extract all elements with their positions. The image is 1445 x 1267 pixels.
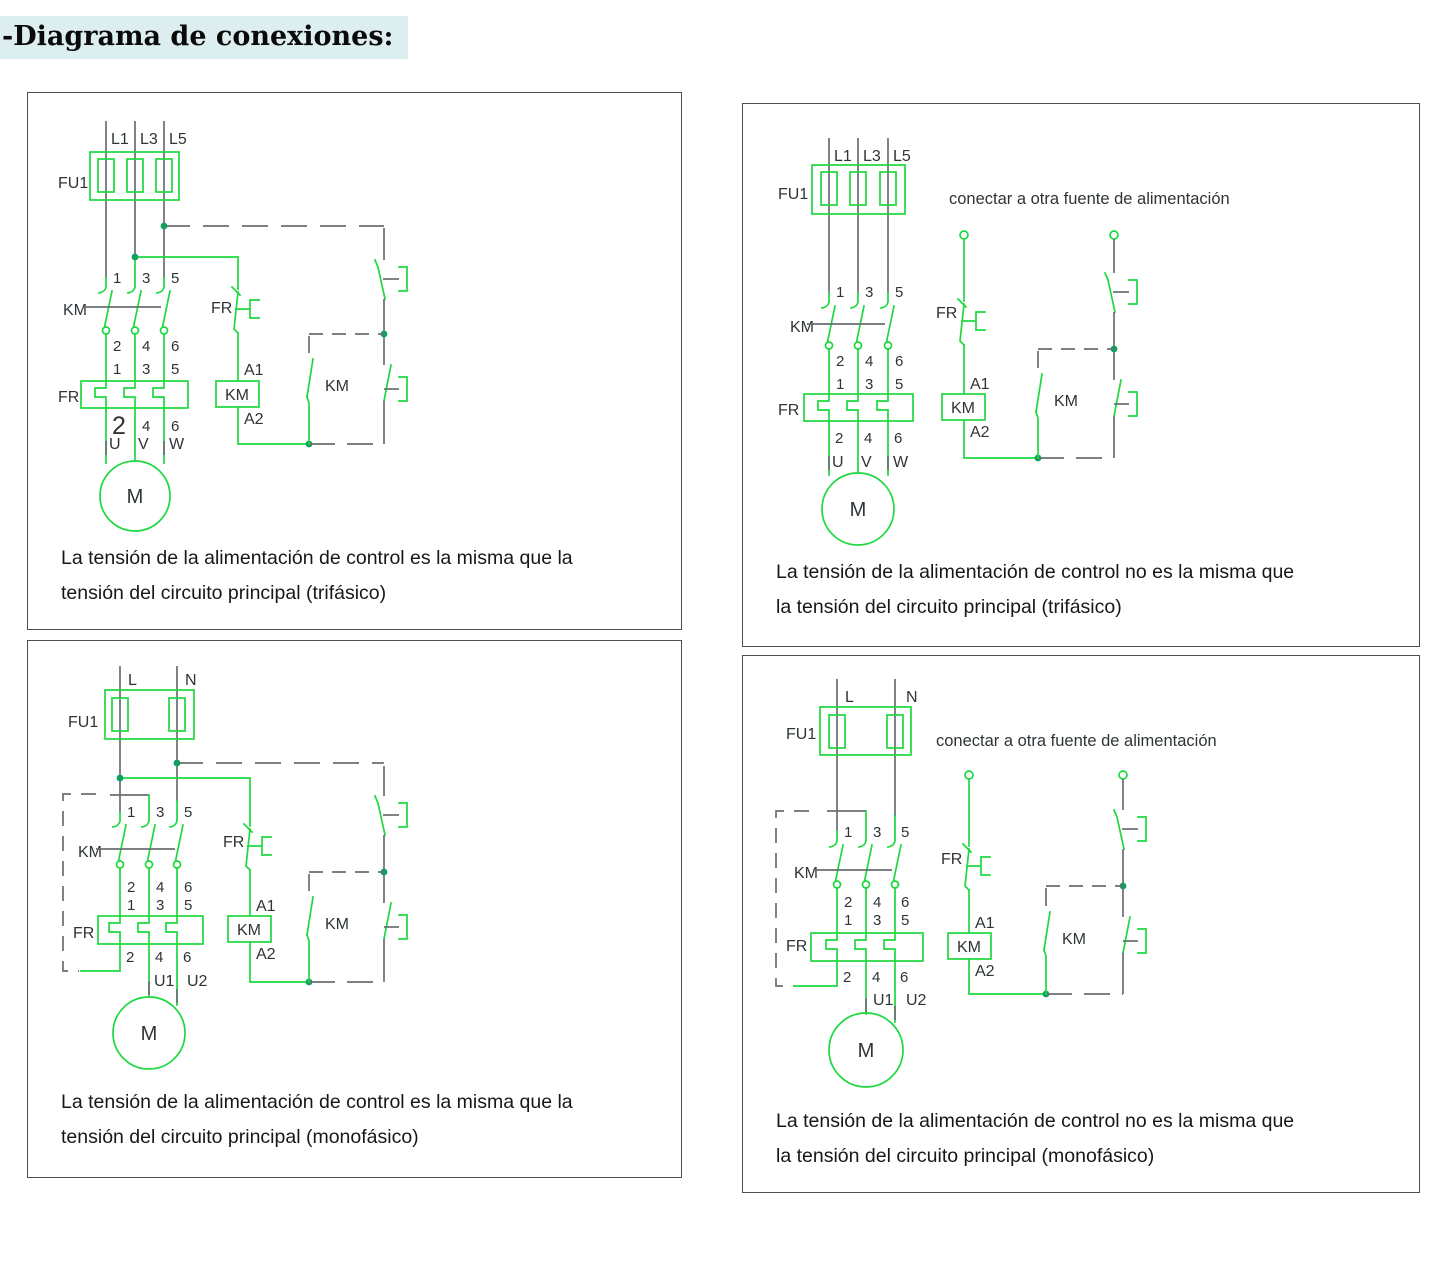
relay-number: 1 xyxy=(844,912,853,929)
motor-label: M xyxy=(126,486,144,508)
contact-number: 2 xyxy=(844,894,853,911)
contactor-label: KM xyxy=(790,319,814,336)
coil-terminal-label: A1 xyxy=(244,362,264,379)
contact-number: 1 xyxy=(844,824,853,841)
start-button-symbol xyxy=(384,365,407,401)
relay-number: 3 xyxy=(873,912,882,929)
supply-label: L1 xyxy=(834,148,852,165)
motor-terminal-label: U1 xyxy=(154,973,175,990)
note-other-source: conectar a otra fuente de alimentación xyxy=(936,732,1217,750)
caption-line: tensión del circuito principal (monofásico) xyxy=(61,1126,419,1148)
coil-label: KM xyxy=(225,387,249,404)
junction-dot xyxy=(174,760,181,767)
caption-line: tensión del circuito principal (trifásico) xyxy=(61,582,387,604)
motor-terminal-label: U1 xyxy=(873,992,894,1009)
coil-terminal-label: A1 xyxy=(975,915,995,932)
relay-label: FR xyxy=(786,938,808,955)
motor-terminal-label: U2 xyxy=(187,973,208,990)
relay-number: 2 xyxy=(112,412,126,440)
supply-label: N xyxy=(185,672,197,689)
contactor-pole-symbol xyxy=(128,287,141,334)
supply-label: L3 xyxy=(863,148,881,165)
aux-contact-symbol xyxy=(1036,374,1042,412)
panel-monofasico-otra xyxy=(742,655,1420,1193)
contactor-pole-symbol xyxy=(851,302,864,349)
motor-terminal-label: V xyxy=(138,436,149,453)
heater-element-icon xyxy=(95,381,106,409)
control-relay-label: FR xyxy=(936,305,958,322)
contact-number: 5 xyxy=(901,824,910,841)
fuse-label: FU1 xyxy=(68,714,99,731)
note-other-source: conectar a otra fuente de alimentación xyxy=(949,190,1230,208)
contact-number: 1 xyxy=(836,284,845,301)
heater-element-icon xyxy=(124,381,135,409)
contactor-pole-symbol xyxy=(157,287,170,334)
contactor-pole-symbol xyxy=(99,287,112,334)
supply-label: L5 xyxy=(893,148,911,165)
relay-number: 6 xyxy=(183,949,192,966)
heater-element-icon xyxy=(884,933,895,961)
coil-terminal-label: A2 xyxy=(975,963,995,980)
coil-terminal-label: A1 xyxy=(970,376,990,393)
contact-number: 2 xyxy=(836,353,845,370)
start-button-symbol xyxy=(1123,917,1146,953)
terminal-circle xyxy=(1110,231,1118,239)
contact-number: 4 xyxy=(142,338,151,355)
return-wire xyxy=(81,944,120,971)
contact-number: 6 xyxy=(901,894,910,911)
heater-element-icon xyxy=(826,933,837,961)
heater-element-icon xyxy=(153,381,164,409)
thermal-contact-symbol xyxy=(244,824,271,870)
thermal-relay-symbol xyxy=(98,916,203,944)
caption xyxy=(776,1104,1294,1174)
panel-monofasico-misma xyxy=(27,640,682,1178)
contact-number: 3 xyxy=(873,824,882,841)
relay-number: 5 xyxy=(901,912,910,929)
fuse-label: FU1 xyxy=(778,186,809,203)
contact-number: 3 xyxy=(142,270,151,287)
contact-number: 1 xyxy=(113,270,122,287)
supply-label: L3 xyxy=(140,131,158,148)
relay-number: 4 xyxy=(142,418,151,435)
thermal-contact-symbol xyxy=(232,287,259,333)
contactor-pole-symbol xyxy=(881,302,894,349)
relay-number: 1 xyxy=(836,376,845,393)
control-tap-wire xyxy=(135,257,238,289)
relay-number: 3 xyxy=(142,361,151,378)
control-relay-label: FR xyxy=(223,834,245,851)
fuse-label: FU1 xyxy=(58,175,89,192)
return-dashed-wire xyxy=(776,811,809,986)
contact-number: 5 xyxy=(184,804,193,821)
contactor-label: KM xyxy=(794,865,818,882)
caption xyxy=(61,1085,573,1155)
aux-contact-label: KM xyxy=(1054,393,1078,410)
aux-contact-symbol xyxy=(1044,912,1050,950)
motor-label: M xyxy=(140,1023,158,1045)
stop-button-symbol xyxy=(375,796,407,835)
caption-line: la tensión del circuito principal (monofásico) xyxy=(776,1145,1155,1167)
relay-label: FR xyxy=(778,402,800,419)
heater-element-icon xyxy=(166,916,177,944)
motor-terminal-label: U xyxy=(832,454,844,471)
motor-label: M xyxy=(857,1040,875,1062)
heater-element-icon xyxy=(138,916,149,944)
relay-number: 5 xyxy=(184,897,193,914)
coil-label: KM xyxy=(957,939,981,956)
contact-number: 3 xyxy=(865,284,874,301)
caption xyxy=(776,555,1294,625)
return-dashed-wire xyxy=(63,794,96,971)
coil-label: KM xyxy=(951,400,975,417)
coil-terminal-label: A2 xyxy=(244,411,264,428)
caption-line: La tensión de la alimentación de control no es la misma que xyxy=(776,1110,1295,1132)
return-wire xyxy=(794,961,837,986)
contact-number: 4 xyxy=(873,894,882,911)
contact-number: 2 xyxy=(127,879,136,896)
relay-number: 5 xyxy=(895,376,904,393)
relay-number: 5 xyxy=(171,361,180,378)
relay-number: 1 xyxy=(127,897,136,914)
relay-number: 3 xyxy=(156,897,165,914)
thermal-contact-symbol xyxy=(958,299,985,345)
relay-number: 4 xyxy=(864,430,873,447)
terminal-circle xyxy=(960,231,968,239)
aux-contact-label: KM xyxy=(325,378,349,395)
contact-number: 5 xyxy=(171,270,180,287)
start-button-symbol xyxy=(384,903,407,939)
coil-terminal-label: A1 xyxy=(256,898,276,915)
fuse-label: FU1 xyxy=(786,726,817,743)
heater-element-icon xyxy=(818,394,829,422)
heater-element-icon xyxy=(855,933,866,961)
aux-contact-label: KM xyxy=(1062,931,1086,948)
contact-number: 4 xyxy=(156,879,165,896)
caption xyxy=(61,541,573,611)
thermal-relay-symbol xyxy=(811,933,923,961)
heater-element-icon xyxy=(109,916,120,944)
contact-number: 1 xyxy=(127,804,136,821)
supply-label: L5 xyxy=(169,131,187,148)
heater-element-icon xyxy=(847,394,858,422)
supply-label: L xyxy=(128,672,137,689)
junction-dot xyxy=(161,223,168,230)
motor-terminal-label: U2 xyxy=(906,992,927,1009)
contact-number: 3 xyxy=(156,804,165,821)
supply-label: L1 xyxy=(111,131,129,148)
junction-dot xyxy=(117,775,124,782)
stop-button-symbol xyxy=(1114,810,1146,849)
contactor-pole-symbol xyxy=(859,841,872,888)
supply-label: N xyxy=(906,689,918,706)
relay-number: 2 xyxy=(126,949,135,966)
relay-number: 6 xyxy=(171,418,180,435)
caption-line: La tensión de la alimentación de control no es la misma que xyxy=(776,561,1295,583)
motor-terminal-label: V xyxy=(861,454,872,471)
control-relay-label: FR xyxy=(211,300,233,317)
heater-element-icon xyxy=(877,394,888,422)
contact-number: 6 xyxy=(895,353,904,370)
coil-label: KM xyxy=(237,922,261,939)
relay-number: 3 xyxy=(865,376,874,393)
caption-line: la tensión del circuito principal (trifásico) xyxy=(776,596,1122,618)
supply-label: L xyxy=(845,689,854,706)
contactor-pole-symbol xyxy=(113,821,126,868)
contactor-label: KM xyxy=(63,302,87,319)
page-title: -Diagrama de conexiones: xyxy=(0,16,408,59)
stop-button-symbol xyxy=(1105,273,1137,312)
contact-number: 5 xyxy=(895,284,904,301)
junction-dot xyxy=(132,254,139,261)
relay-number: 6 xyxy=(894,430,903,447)
contactor-pole-symbol xyxy=(830,841,843,888)
aux-contact-symbol xyxy=(307,359,313,397)
contact-number: 6 xyxy=(184,879,193,896)
relay-label: FR xyxy=(73,925,95,942)
thermal-contact-symbol xyxy=(963,844,990,890)
relay-number: 4 xyxy=(872,969,881,986)
motor-terminal-label: W xyxy=(169,436,185,453)
relay-number: 1 xyxy=(113,361,122,378)
contact-number: 6 xyxy=(171,338,180,355)
relay-number: 2 xyxy=(843,969,852,986)
panel-trifasico-otra xyxy=(742,103,1420,647)
contactor-pole-symbol xyxy=(170,821,183,868)
control-relay-label: FR xyxy=(941,851,963,868)
contactor-pole-symbol xyxy=(888,841,901,888)
contactor-pole-symbol xyxy=(142,821,155,868)
caption-line: La tensión de la alimentación de control es la misma que la xyxy=(61,1091,573,1113)
stop-button-symbol xyxy=(375,260,407,299)
contact-number: 2 xyxy=(113,338,122,355)
panel-trifasico-misma xyxy=(27,92,682,630)
motor-terminal-label: W xyxy=(893,454,909,471)
start-button-symbol xyxy=(1114,380,1137,416)
motor-terminal-label: U xyxy=(109,436,121,453)
terminal-circle xyxy=(1119,771,1127,779)
relay-number: 4 xyxy=(155,949,164,966)
coil-terminal-label: A2 xyxy=(970,424,990,441)
relay-number: 6 xyxy=(900,969,909,986)
relay-number: 2 xyxy=(835,430,844,447)
contactor-label: KM xyxy=(78,844,102,861)
aux-contact-label: KM xyxy=(325,916,349,933)
contact-number: 4 xyxy=(865,353,874,370)
terminal-circle xyxy=(965,771,973,779)
relay-label: FR xyxy=(58,389,80,406)
aux-contact-symbol xyxy=(307,897,313,935)
motor-label: M xyxy=(849,499,867,521)
coil-terminal-label: A2 xyxy=(256,946,276,963)
caption-line: La tensión de la alimentación de control es la misma que la xyxy=(61,547,573,569)
contactor-pole-symbol xyxy=(822,302,835,349)
